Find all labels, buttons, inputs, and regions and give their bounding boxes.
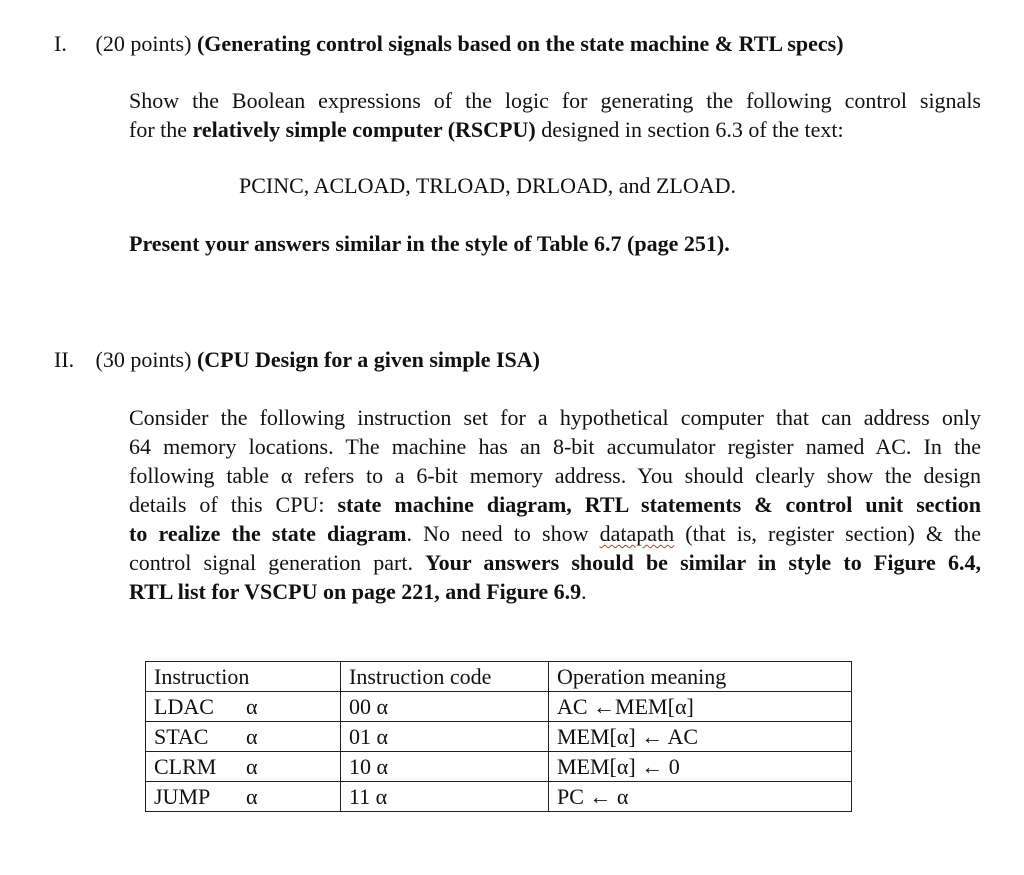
q2-line-4	[129, 490, 981, 519]
mnemonic: CLRM	[154, 753, 217, 779]
table-row	[146, 692, 852, 722]
q2-line6-pre: control signal generation part.	[129, 550, 413, 575]
q1-line2-post: designed in section 6.3 of the text:	[541, 117, 844, 142]
q2-line7-bold: RTL list for VSCPU on page 221, and Figure 6.9	[129, 579, 582, 604]
q2-line-6	[129, 548, 981, 577]
question-1-number: I.	[54, 31, 67, 56]
question-1-body	[129, 86, 981, 144]
table-row	[146, 722, 852, 752]
q2-line5-mid: . No need to show	[406, 521, 589, 546]
question-2-points: (30 points)	[95, 347, 192, 372]
question-1-line-1: Show the Boolean expressions of the logic for generating the following control signals	[129, 88, 981, 113]
table-row	[146, 782, 852, 812]
instruction-cell	[146, 752, 341, 782]
code-cell: 01 α	[341, 722, 549, 752]
mnemonic: STAC	[154, 723, 209, 749]
q2-line-5	[129, 519, 981, 548]
header-instruction-code: Instruction code	[341, 662, 549, 692]
q2-line5-post: (that is, register section) & the	[685, 521, 982, 546]
instruction-cell	[146, 692, 341, 722]
question-2-body	[129, 403, 981, 606]
q2-line4-bold: state machine diagram, RTL statements & control unit section	[337, 492, 981, 517]
header-instruction: Instruction	[146, 662, 341, 692]
header-operation-meaning: Operation meaning	[549, 662, 852, 692]
instruction-set-table	[145, 661, 852, 812]
q2-line4-pre: details of this CPU:	[129, 492, 325, 517]
q2-line7-post: .	[581, 579, 587, 604]
q1-line2-pre: for the	[129, 117, 188, 142]
operand: α	[246, 753, 258, 779]
mnemonic: LDAC	[154, 693, 214, 719]
q2-line6-bold: Your answers should be similar in style to Figure 6.4,	[425, 550, 982, 575]
q2-line-1: Consider the following instruction set for a hypothetical computer that can address only	[129, 405, 981, 430]
q2-line5-bold: to realize the state diagram	[129, 521, 407, 546]
table-header-row	[146, 662, 852, 692]
q2-line-2: 64 memory locations. The machine has an 8-bit accumulator register named AC. In the	[129, 434, 981, 459]
q2-line-7	[129, 577, 981, 606]
instruction-cell	[146, 782, 341, 812]
question-1-instruction: Present your answers similar in the style of Table 6.7 (page 251).	[129, 231, 730, 256]
code-cell: 11 α	[341, 782, 549, 812]
mnemonic: JUMP	[154, 783, 211, 809]
meaning-cell: AC ←MEM[α]	[549, 692, 852, 722]
code-cell: 00 α	[341, 692, 549, 722]
table-row	[146, 752, 852, 782]
operand: α	[246, 723, 258, 749]
control-signals-list: PCINC, ACLOAD, TRLOAD, DRLOAD, and ZLOAD.	[239, 173, 737, 198]
meaning-cell: PC ← α	[549, 782, 852, 812]
q2-line-3: following table α refers to a 6-bit memory address. You should clearly show the design	[129, 463, 981, 488]
question-1-heading	[54, 30, 844, 58]
meaning-cell: MEM[α] ← 0	[549, 752, 852, 782]
question-2-number: II.	[54, 347, 75, 372]
code-cell: 10 α	[341, 752, 549, 782]
q1-line2-bold: relatively simple computer (RSCPU)	[192, 117, 536, 142]
question-1-points: (20 points)	[95, 31, 192, 56]
question-2-title: (CPU Design for a given simple ISA)	[196, 347, 540, 372]
operand: α	[246, 693, 258, 719]
meaning-cell: MEM[α] ← AC	[549, 722, 852, 752]
question-1-line-2	[129, 115, 981, 144]
instruction-cell	[146, 722, 341, 752]
question-1-title: (Generating control signals based on the state machine & RTL specs)	[196, 31, 844, 56]
operand: α	[246, 783, 258, 809]
spellcheck-underlined-word: datapath	[599, 521, 675, 546]
question-2-heading	[54, 346, 540, 374]
